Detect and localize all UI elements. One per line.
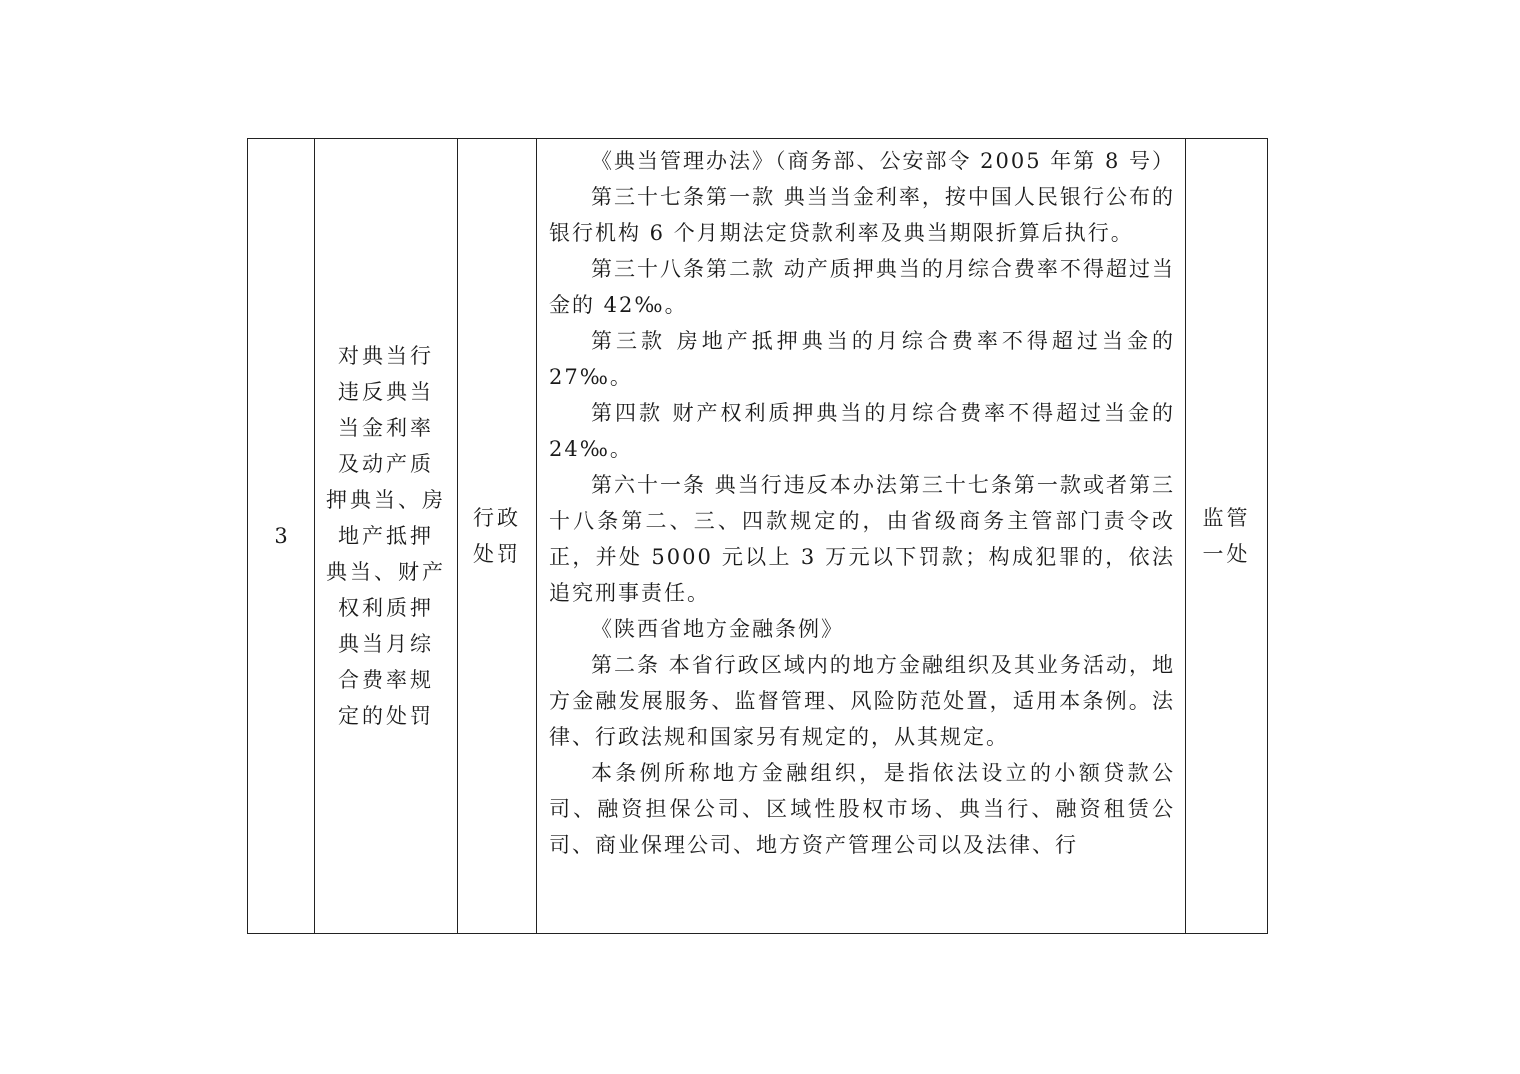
legal-basis-text xyxy=(537,139,1185,931)
item-name-cell xyxy=(315,139,458,934)
penalty-table xyxy=(247,138,1268,934)
basis-paragraph: 第三款 房地产抵押典当的月综合费率不得超过当金的 27‰。 xyxy=(549,329,1175,389)
basis-paragraph: 《典当管理办法》（商务部、公安部令 2005 年第 8 号） xyxy=(591,149,1176,173)
basis-paragraph: 第三十八条第二款 动产质押典当的月综合费率不得超过当金的 42‰。 xyxy=(549,257,1175,317)
department-cell xyxy=(1186,139,1268,934)
basis-paragraph: 第六十一条 典当行违反本办法第三十七条第一款或者第三十八条第二、三、四款规定的，由省级商务主管部门责令改正，并处 5000 元以上 3 万元以下罚款；构成犯罪的，依法追究刑事责任。 xyxy=(549,473,1175,605)
department: 监管 一处 xyxy=(1202,506,1251,566)
basis-paragraph: 第二条 本省行政区域内的地方金融组织及其业务活动，地方金融发展服务、监督管理、风险防范处置，适用本条例。法律、行政法规和国家另有规定的，从其规定。 xyxy=(549,653,1175,749)
basis-paragraph: 本条例所称地方金融组织，是指依法设立的小额贷款公司、融资担保公司、区域性股权市场、典当行、融资租赁公司、商业保理公司、地方资产管理公司以及法律、行 xyxy=(549,761,1175,857)
row-number-cell xyxy=(248,139,315,934)
row-number: 3 xyxy=(274,524,288,548)
penalty-type-cell xyxy=(458,139,537,934)
basis-paragraph: 第四款 财产权利质押典当的月综合费率不得超过当金的 24‰。 xyxy=(549,401,1175,461)
table-row xyxy=(248,139,1268,934)
basis-paragraph: 《陕西省地方金融条例》 xyxy=(591,617,844,641)
legal-basis-cell xyxy=(537,139,1186,934)
item-name: 对典当行 违反典当 当金利率 及动产质 押典当、房 地产抵押 典当、财产 权利质押 典当月综 合费率规 定的处罚 xyxy=(326,344,446,728)
penalty-type: 行政 处罚 xyxy=(473,506,521,566)
basis-paragraph: 第三十七条第一款 典当当金利率，按中国人民银行公布的银行机构 6 个月期法定贷款利率及典当期限折算后执行。 xyxy=(549,185,1175,245)
